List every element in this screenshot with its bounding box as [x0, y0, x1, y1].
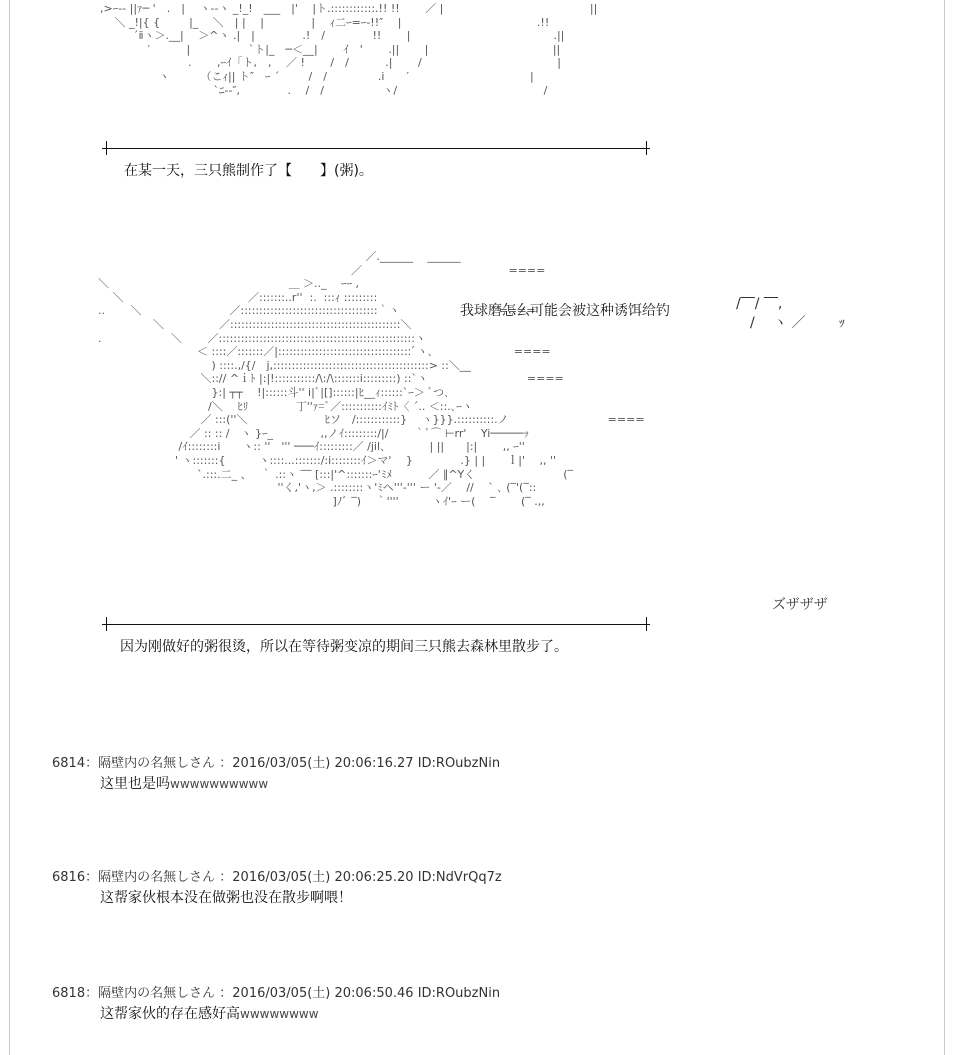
- post-author: 隔壁内の名無しさん: [98, 870, 216, 885]
- post-6818: [52, 982, 500, 1023]
- divider-tick-right-2: [646, 617, 647, 631]
- post-separator: ：: [219, 756, 233, 771]
- post-date: 2016/03/05(土) 20:06:25.20: [232, 870, 414, 885]
- post-author: 隔壁内の名無しさん: [98, 756, 216, 771]
- post-separator: ：: [85, 756, 99, 771]
- post-separator: ：: [219, 986, 233, 1001]
- post-id: ID:ROubzNin: [417, 986, 501, 1001]
- post-6816: [52, 866, 502, 907]
- ascii-art-panel-2: ／.______ ______ ／ ==== ＼ ＿ ＞.._ ｰｰ , ＼ ／:::::::..r'' :. :::ｨ ::::::::: .. ＼ ／:::::::::::::::::::::::::::::::::::::｀ヽ ==== ＼ ／::::::::::::::::::::::::::::::::::::::::::::::＼ . ＼ ／:::::::::::::::::::::::::::::::::::::::::::::::::::::ヽ ＜ ::::／:::::::／|::::::::::::::::::::::::::::::::::::ﾞヽ､ ==== ) ::::.,/{/ j,::::::::::::::::::::::::::::::::::::::::::> ::＼__ ＼::// ^ｉﾄ |:|!:::::::::::/\:/\:::::::i:::::::::) ::`ヽ ==== }:| ┬┬ !|::::::斗'' i|ﾞ|[]::::::|ﾋ__ｨ::::::`ｰ＞ ﾞつ､ /＼ ﾋﾘ 丁''ｧ=ﾞ／:::::::::::ｲﾐﾄ〈 ´.. ＜::.､ｰヽ ／ :::(''＼ ﾋソ /::::::::::::} ヽ}}}.::::::::::.ノ ==== ／ :: :: / ヽ }ｰ_ ,,ノｲ:::::::::/|/ ｀ﾞ⌒ ⊢rr' Yi─────ｯ /ｲ::::::::i ヽ:: '' ''' ───ｲ:::::::::／ /jil、 | || |:| ,, ｰ'' ' ヽ:::::::{ ヽ::::...:::::::/:i::::::::ｲ＞マ' } .} | | ｌ|' ,, '' `.:::.二_ 、 ｀ .::ヽ ‾‾ [:::|'^:::::::ｰ'ﾐﾒ ／ ∥^Yく (‾ ''く,'ヽ,＞ .::::::::ヽ'ﾐヘ'''-''' ー '-／ // ` ､ (‾'(‾:: ]ﾉﾞ ‾) ｀'''' ヽｲ'ｰ ー( ‾ (‾ .,,: [98, 250, 645, 508]
- post-separator: ：: [85, 870, 99, 885]
- post-separator: ：: [85, 986, 99, 1001]
- panel-1-caption: 在某一天，三只熊制作了【 】(粥)。: [124, 163, 373, 179]
- post-id: ID:NdVrQq7z: [417, 870, 502, 885]
- post-separator: ：: [219, 870, 233, 885]
- divider-line-2: [102, 624, 650, 625]
- divider-tick-left-1: [106, 141, 107, 155]
- post-number: 6816: [52, 870, 86, 885]
- post-6814: [52, 752, 500, 793]
- post-author: 隔壁内の名無しさん: [98, 986, 216, 1001]
- post-date: 2016/03/05(土) 20:06:16.27: [232, 756, 414, 771]
- post-header: [52, 982, 500, 1001]
- divider-tick-left-2: [106, 617, 107, 631]
- ascii-art-panel-1: ,>ｰ-‐ ||ｧ─ ' . | ヽ-‐ヽ _!_! ___ |' |ト.::::::::::::.!! !! ／ | || ＼ _!|{ { |_ ＼ | | | | ｨ二ｰ=ｰ‐!!″ | .!! ´ⅱヽ＞.__| ＞^ヽ .| | .! / !! | .|| ′ | `ト|_ ─＜__| ｲ ' .|| | || . ,ｰｲ「ト, , ／ ! / / .| / | ヽ （こｨ|| ト″ ｰ ´ / / .i ′ | `ﾆ-‐″, . / / ヽ/ /: [100, 2, 598, 97]
- panel-2-caption: 因为刚做好的粥很烫，所以在等待粥变凉的期间三只熊去森林里散步了。: [120, 639, 568, 655]
- post-header: [52, 866, 502, 885]
- post-date: 2016/03/05(土) 20:06:50.46: [232, 986, 414, 1001]
- post-body: 这帮家伙根本没在做粥也没在散步啊喂！: [100, 890, 352, 906]
- post-number: 6818: [52, 986, 86, 1001]
- speech-tail-art: /‾‾/ ‾‾, / ヽ ／ ｯ: [736, 296, 846, 331]
- post-body: 这里也是吗wwwwwwwwww: [100, 776, 269, 792]
- post-body: 这帮家伙的存在感好高wwwwwwww: [100, 1006, 319, 1022]
- post-id: ID:ROubzNin: [417, 756, 501, 771]
- speech-text: 我球磨怎么可能会被这种诱饵给钓: [460, 303, 670, 319]
- sfx-text: ズザザザ: [772, 597, 828, 613]
- post-header: [52, 752, 500, 771]
- divider-tick-right-1: [646, 141, 647, 155]
- post-number: 6814: [52, 756, 86, 771]
- divider-line-1: [102, 148, 650, 149]
